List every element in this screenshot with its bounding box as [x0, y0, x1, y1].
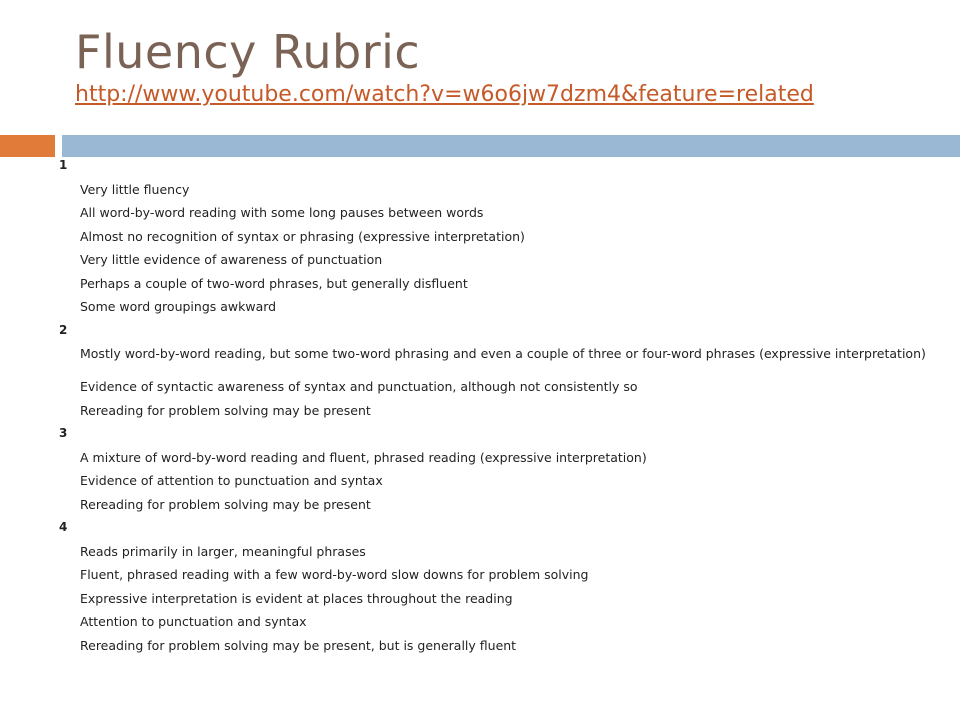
rubric-item-text: All word-by-word reading with some long pauses between words: [80, 205, 484, 220]
rubric-item-text: Fluent, phrased reading with a few word-by-word slow downs for problem solving: [80, 567, 589, 582]
level-1-heading: 1: [59, 158, 68, 172]
rubric-item: [58, 272, 928, 296]
accent-bar-orange: [0, 135, 55, 157]
rubric-item: [58, 375, 928, 399]
rubric-item-text: Very little fluency: [80, 181, 190, 197]
rubric-item-text: Very little evidence of awareness of punctuation: [80, 252, 383, 267]
rubric-item-text: Rereading for problem solving may be present, but is generally fluent: [80, 637, 517, 653]
rubric-item-text: Rereading for problem solving may be present: [80, 496, 371, 512]
rubric-item: [58, 399, 928, 423]
rubric-item: [58, 178, 928, 202]
rubric-item-text: Almost no recognition of syntax or phrasing (expressive interpretation): [80, 228, 525, 244]
youtube-link[interactable]: http://www.youtube.com/watch?v=w6o6jw7dzm4&feature=related: [75, 82, 814, 107]
rubric-item: [58, 587, 928, 611]
level-2-heading: 2: [59, 322, 68, 337]
rubric-content: [58, 154, 928, 657]
rubric-item: [58, 248, 928, 272]
slide-title: Fluency Rubric: [75, 25, 421, 79]
rubric-item-text: Rereading for problem solving may be present: [80, 402, 371, 418]
rubric-item: [58, 201, 928, 225]
level-4-heading: 4: [59, 520, 68, 534]
rubric-item: [58, 540, 928, 564]
rubric-item-text: A mixture of word-by-word reading and fluent, phrased reading (expressive interpretation): [80, 449, 647, 465]
rubric-item: [58, 225, 928, 249]
rubric-item-text: Reads primarily in larger, meaningful phrases: [80, 543, 366, 559]
rubric-item-text: Some word groupings awkward: [80, 299, 277, 314]
rubric-item-text: Evidence of syntactic awareness of syntax and punctuation, although not consistently so: [80, 379, 638, 394]
rubric-item-text: Evidence of attention to punctuation and syntax: [80, 473, 383, 488]
level-3-heading: 3: [59, 426, 68, 440]
rubric-item: [58, 295, 928, 319]
rubric-item: [58, 493, 928, 517]
rubric-item-text: Attention to punctuation and syntax: [80, 614, 307, 629]
rubric-item: [58, 634, 928, 658]
rubric-item-text: Expressive interpretation is evident at places throughout the reading: [80, 590, 513, 606]
rubric-item-text: Perhaps a couple of two-word phrases, but generally disfluent: [80, 275, 468, 291]
title-block: [75, 22, 935, 110]
rubric-item: [58, 446, 928, 470]
rubric-item-text: Mostly word-by-word reading, but some two-word phrasing and even a couple of three or four-word phrases (expressive interpretation): [80, 346, 926, 361]
rubric-item: [58, 610, 928, 634]
rubric-item: [58, 342, 928, 375]
rubric-item: [58, 469, 928, 493]
rubric-item: [58, 563, 928, 587]
